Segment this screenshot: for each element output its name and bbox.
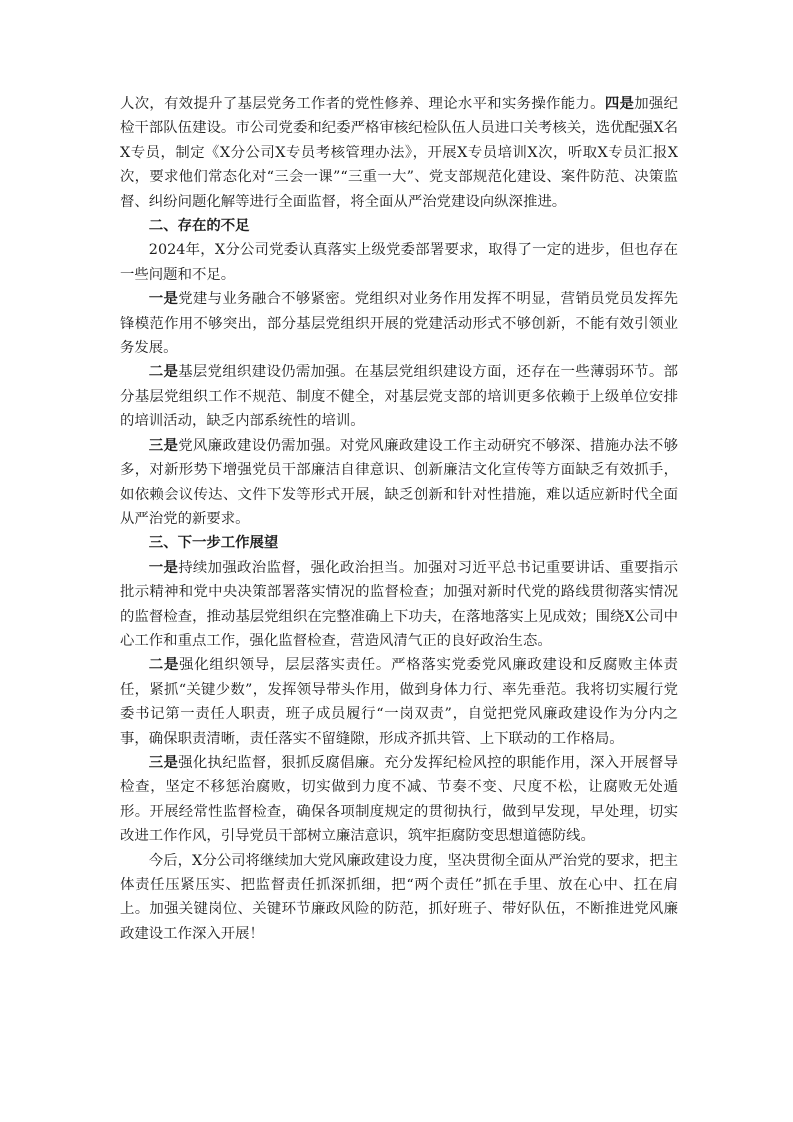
paragraph-closing [120, 849, 678, 947]
paragraph-text: 强化执纪监督，狠抓反腐倡廉。充分发挥纪检风控的职能作用，深入开展督导检查，坚定不移惩治腐败，切实做到力度不减、节奏不变、尺度不松，让腐败无处遁形。开展经常性监督检查，确保各项制度规定的贯彻执行，做到早发现，早处理，切实改进工作作风，引导党员干部树立廉洁意识，筑牢拒腐防变思想道德防线。 [120, 754, 678, 845]
paragraph-lead: 四是 [604, 96, 635, 112]
paragraph-outlook-1 [120, 556, 678, 654]
section-heading-shortcomings: 二、存在的不足 [148, 218, 250, 235]
paragraph-lead: 二是 [148, 364, 179, 381]
paragraph-intro [120, 238, 678, 287]
paragraph-lead: 二是 [148, 657, 180, 674]
paragraph-lead: 三是 [148, 437, 179, 454]
paragraph-point-3 [120, 434, 678, 532]
paragraph-text: 2024年，X分公司党委认真落实上级党委部署要求，取得了一定的进步，但也存在一些问题和不足。 [120, 242, 678, 283]
paragraph-text: 人次，有效提升了基层党务工作者的党性修养、理论水平和实务操作能力。 [120, 96, 605, 112]
section-heading-outlook: 三、下一步工作展望 [148, 535, 279, 552]
paragraph-lead: 一是 [148, 291, 179, 308]
paragraph-lead: 三是 [148, 754, 179, 771]
paragraph-continuation [120, 92, 678, 214]
paragraph-text: 基层党组织建设仍需加强。在基层党组织建设方面，还存在一些薄弱环节。部分基层党组织工作不规范、制度不健全，对基层党支部的培训更多依赖于上级单位安排的培训活动，缺乏内部系统性的培训。 [120, 364, 678, 430]
paragraph-text: 加强纪检干部队伍建设。市公司党委和纪委严格审核纪检队伍人员进口关考核关，选优配强X名X专员，制定《X分公司X专员考核管理办法》，开展X专员培训X次，听取X专员汇报X次，要求他们常态化对“三会一课”“三重一大”、党支部规范化建设、案件防范、决策监督、纠纷问题化解等进行全面监督，将全面从严治党建设向纵深推进。 [120, 96, 678, 210]
paragraph-text: 持续加强政治监督，强化政治担当。加强对习近平总书记重要讲话、重要指示批示精神和党中央决策部署落实情况的监督检查；加强对新时代党的路线贯彻落实情况的监督检查，推动基层党组织在完整准确上下功夫，在落地落实上见成效；围绕X公司中心工作和重点工作，强化监督检查，营造风清气正的良好政治生态。 [120, 559, 678, 649]
paragraph-point-1 [120, 287, 678, 360]
paragraph-text: 强化组织领导，层层落实责任。严格落实党委党风廉政建设和反腐败主体责任，紧抓“关键少数”，发挥领导带头作用，做到身体力行、率先垂范。我将切实履行党委书记第一责任人职责，班子成员履行“一岗双责”，自觉把党风廉政建设作为分内之事，确保职责清晰，责任落实不留缝隙，形成齐抓共管、上下联动的工作格局。 [120, 657, 678, 747]
document-body [120, 92, 678, 946]
paragraph-point-2 [120, 360, 678, 433]
paragraph-outlook-3 [120, 751, 678, 849]
paragraph-text: 党建与业务融合不够紧密。党组织对业务作用发挥不明显，营销员党员发挥先锋模范作用不够突出，部分基层党组织开展的党建活动形式不够创新，不能有效引领业务发展。 [120, 291, 678, 357]
paragraph-text: 党风廉政建设仍需加强。对党风廉政建设工作主动研究不够深、措施办法不够多，对新形势下增强党员干部廉洁自律意识、创新廉洁文化宣传等方面缺乏有效抓手，如依赖会议传达、文件下发等形式开展，缺乏创新和针对性措施，难以适应新时代全面从严治党的新要求。 [120, 437, 678, 527]
paragraph-outlook-2 [120, 653, 678, 751]
paragraph-lead: 一是 [148, 559, 179, 576]
paragraph-text: 今后，X分公司将继续加大党风廉政建设力度，坚决贯彻全面从严治党的要求，把主体责任压紧压实、把监督责任抓深抓细，把“两个责任”抓在手里、放在心中、扛在肩上。加强关键岗位、关键环节廉政风险的防范，抓好班子、带好队伍，不断推进党风廉政建设工作深入开展！ [120, 852, 678, 942]
